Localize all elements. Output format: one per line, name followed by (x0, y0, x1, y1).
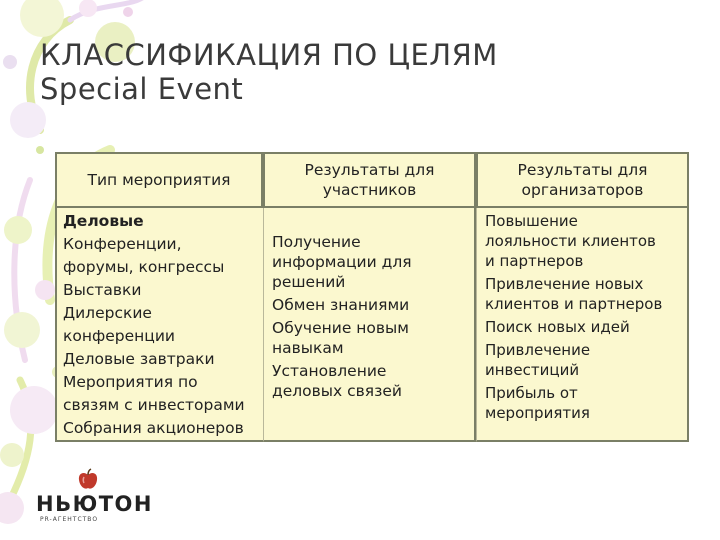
participant-results-cell (263, 208, 476, 442)
event-type-line: Мероприятия по (63, 373, 198, 391)
header-event-type: Тип мероприятия (55, 152, 263, 208)
participant-result-line: Установление (272, 362, 387, 380)
event-type-line: связям с инвесторами (63, 396, 245, 414)
event-type-line: форумы, конгрессы (63, 258, 225, 276)
participant-result-line: деловых связей (272, 382, 402, 400)
organizer-result-line: мероприятия (485, 404, 590, 422)
logo-tagline: PR-АГЕНТСТВО (40, 516, 99, 523)
participant-result-line: Получение (272, 233, 361, 251)
event-type-line: Выставки (63, 281, 142, 299)
header-organizer-results-label: Результаты для организаторов (517, 161, 648, 199)
organizer-result-line: и партнеров (485, 252, 584, 270)
participant-result-line: навыкам (272, 339, 344, 357)
header-participant-results (263, 152, 476, 208)
event-type-line: Дилерские (63, 304, 152, 322)
organizer-result-line: Прибыль от (485, 384, 578, 402)
participant-result-line: решений (272, 273, 346, 291)
organizer-result-line: лояльности клиентов (485, 232, 656, 250)
event-type-line: Собрания акционеров (63, 419, 244, 437)
participant-result-line: Обмен знаниями (272, 296, 410, 314)
participant-result-line: Обучение новым (272, 319, 409, 337)
classification-table (55, 152, 689, 442)
organizer-result-line: Поиск новых идей (485, 318, 630, 336)
event-category-heading: Деловые (63, 212, 144, 230)
apple-icon (76, 468, 100, 492)
event-type-line: конференции (63, 327, 175, 345)
organizer-result-line: Повышение (485, 212, 578, 230)
organizer-result-line: клиентов и партнеров (485, 295, 663, 313)
slide-title (40, 38, 498, 106)
organizer-result-line: инвестиций (485, 361, 580, 379)
event-type-line: Конференции, (63, 235, 182, 253)
event-type-line: Деловые завтраки (63, 350, 215, 368)
header-organizer-results (476, 152, 689, 208)
logo-wordmark: НЬЮТОН (36, 492, 153, 516)
organizer-results-cell (476, 208, 689, 442)
organizer-result-line: Привлечение (485, 341, 591, 359)
title-line-2: Special Event (40, 72, 244, 106)
organizer-result-line: Привлечение новых (485, 275, 644, 293)
header-participant-results-label: Результаты для участников (304, 161, 435, 199)
newton-logo (30, 464, 153, 524)
event-type-cell (55, 208, 268, 442)
participant-result-line: информации для (272, 253, 412, 271)
title-line-1: КЛАССИФИКАЦИЯ ПО ЦЕЛЯМ (40, 38, 498, 72)
